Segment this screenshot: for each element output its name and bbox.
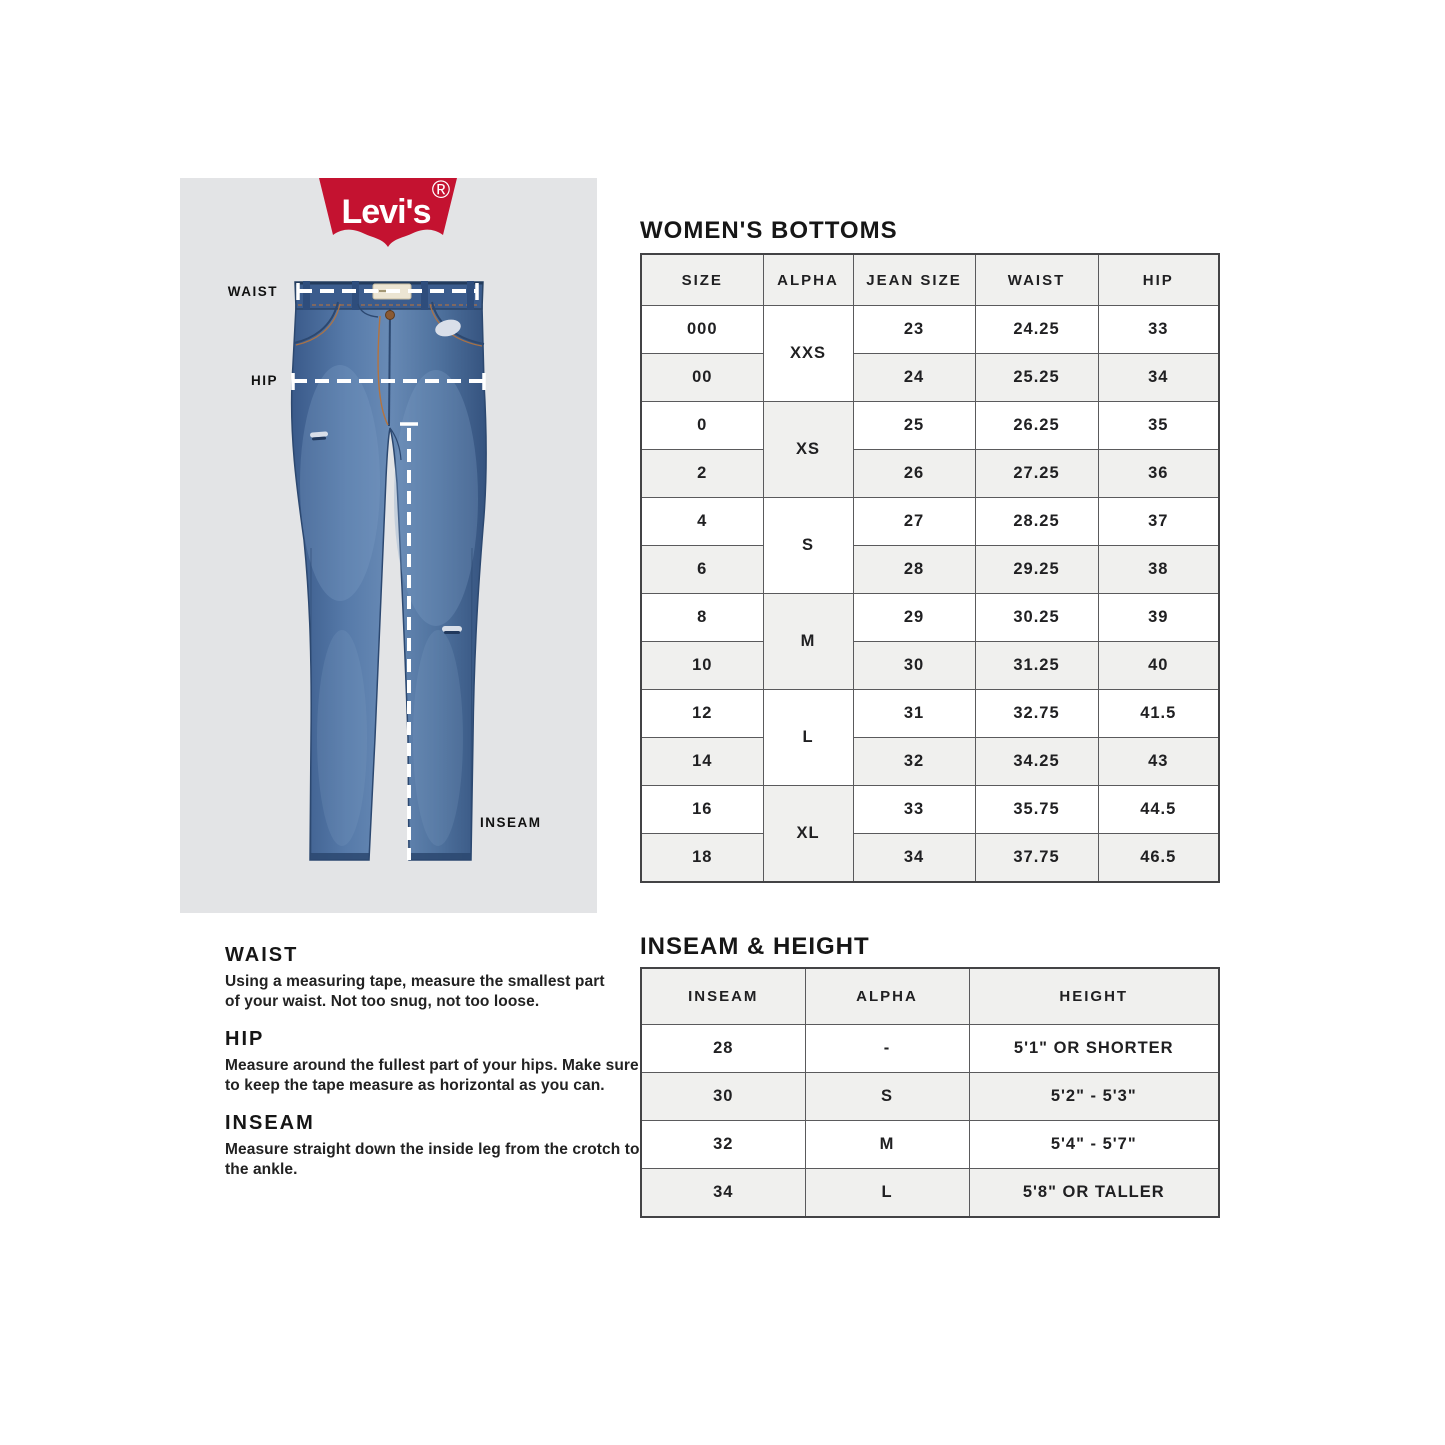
- alpha-cell: M: [805, 1121, 969, 1169]
- jean-size-cell: 25: [853, 402, 975, 450]
- registered-mark: ®: [431, 178, 451, 204]
- size-cell: 10: [641, 642, 763, 690]
- levis-logo: [318, 178, 458, 250]
- table-row: [641, 594, 1219, 642]
- waist-cell: 31.25: [975, 642, 1098, 690]
- size-cell: 18: [641, 834, 763, 883]
- table-row: [641, 642, 1219, 690]
- table-row: [641, 690, 1219, 738]
- jean-size-cell: 27: [853, 498, 975, 546]
- height-cell: 5'2" - 5'3": [969, 1073, 1219, 1121]
- levis-wordmark: Levi's: [341, 193, 431, 231]
- size-cell: 16: [641, 786, 763, 834]
- hip-cell: 37: [1098, 498, 1219, 546]
- size-cell: 00: [641, 354, 763, 402]
- hip-cell: 33: [1098, 306, 1219, 354]
- waist-cell: 27.25: [975, 450, 1098, 498]
- table-header-row: [641, 968, 1219, 1025]
- belt-loop: [467, 281, 474, 310]
- hip-cell: 35: [1098, 402, 1219, 450]
- table-row: [641, 306, 1219, 354]
- belt-loop: [421, 281, 428, 310]
- waist-cell: 32.75: [975, 690, 1098, 738]
- table-row: [641, 1025, 1219, 1073]
- waist-cell: 30.25: [975, 594, 1098, 642]
- jean-size-cell: 28: [853, 546, 975, 594]
- alpha-cell: XS: [763, 402, 853, 498]
- size-cell: 0: [641, 402, 763, 450]
- hip-cell: 39: [1098, 594, 1219, 642]
- inseam-height-table: [640, 967, 1220, 1218]
- waist-definition-text: of your waist. Not too snug, not too loose.: [225, 993, 540, 1010]
- col-header-alpha: ALPHA: [763, 254, 853, 306]
- col-header-hip: HIP: [1098, 254, 1219, 306]
- waist-definition-term: WAIST: [225, 944, 299, 966]
- alpha-cell: XL: [763, 786, 853, 883]
- inseam-cell: 30: [641, 1073, 805, 1121]
- inseam-definition-text: Measure straight down the inside leg from the crotch to: [225, 1141, 640, 1158]
- waist-cell: 34.25: [975, 738, 1098, 786]
- hip-cell: 34: [1098, 354, 1219, 402]
- alpha-cell: L: [805, 1169, 969, 1218]
- waist-cell: 24.25: [975, 306, 1098, 354]
- col-header-jean-size: JEAN SIZE: [853, 254, 975, 306]
- belt-loop: [303, 281, 310, 310]
- hip-cell: 41.5: [1098, 690, 1219, 738]
- size-cell: 6: [641, 546, 763, 594]
- womens-bottoms-size-table: [640, 253, 1220, 883]
- jean-size-cell: 26: [853, 450, 975, 498]
- jean-size-cell: 33: [853, 786, 975, 834]
- inseam-definition-text: the ankle.: [225, 1161, 298, 1178]
- height-cell: 5'4" - 5'7": [969, 1121, 1219, 1169]
- hip-cell: 43: [1098, 738, 1219, 786]
- col-header-size: SIZE: [641, 254, 763, 306]
- table-row: [641, 354, 1219, 402]
- table-row: [641, 834, 1219, 883]
- hip-definition: [225, 1028, 639, 1096]
- inseam-cell: 34: [641, 1169, 805, 1218]
- waist-cell: 35.75: [975, 786, 1098, 834]
- table-row: [641, 450, 1219, 498]
- jean-size-cell: 30: [853, 642, 975, 690]
- waist-cell: 26.25: [975, 402, 1098, 450]
- col-header-height: HEIGHT: [969, 968, 1219, 1025]
- table-row: [641, 498, 1219, 546]
- jean-size-cell: 29: [853, 594, 975, 642]
- waist-cell: 37.75: [975, 834, 1098, 883]
- table-header-row: [641, 254, 1219, 306]
- waist-cell: 29.25: [975, 546, 1098, 594]
- measurement-definitions: [225, 944, 640, 1196]
- inseam-definition-term: INSEAM: [225, 1112, 315, 1134]
- size-cell: 2: [641, 450, 763, 498]
- col-header-inseam: INSEAM: [641, 968, 805, 1025]
- hip-image-label: HIP: [250, 373, 278, 388]
- waist-definition-text: Using a measuring tape, measure the smallest part: [225, 973, 605, 990]
- hip-definition-term: HIP: [225, 1028, 265, 1050]
- waist-cell: 25.25: [975, 354, 1098, 402]
- hip-definition-text: to keep the tape measure as horizontal as you can.: [225, 1077, 605, 1094]
- jean-size-cell: 31: [853, 690, 975, 738]
- jean-size-cell: 24: [853, 354, 975, 402]
- jean-size-cell: 32: [853, 738, 975, 786]
- size-cell: 14: [641, 738, 763, 786]
- size-cell: 000: [641, 306, 763, 354]
- bottoms-table-title: WOMEN'S BOTTOMS: [640, 217, 898, 244]
- alpha-cell: -: [805, 1025, 969, 1073]
- hip-cell: 38: [1098, 546, 1219, 594]
- jeans-button: [386, 311, 395, 320]
- table-row: [641, 546, 1219, 594]
- table-row: [641, 402, 1219, 450]
- table-row: [641, 1121, 1219, 1169]
- alpha-cell: S: [805, 1073, 969, 1121]
- height-cell: 5'1" OR SHORTER: [969, 1025, 1219, 1073]
- alpha-cell: M: [763, 594, 853, 690]
- waist-image-label: WAIST: [227, 284, 278, 299]
- alpha-cell: S: [763, 498, 853, 594]
- table-row: [641, 738, 1219, 786]
- alpha-cell: XXS: [763, 306, 853, 402]
- hip-cell: 44.5: [1098, 786, 1219, 834]
- inseam-table-title: INSEAM & HEIGHT: [640, 933, 870, 960]
- waist-cell: 28.25: [975, 498, 1098, 546]
- height-cell: 5'8" OR TALLER: [969, 1169, 1219, 1218]
- size-cell: 8: [641, 594, 763, 642]
- table-row: [641, 786, 1219, 834]
- size-cell: 4: [641, 498, 763, 546]
- inseam-definition: [225, 1112, 640, 1180]
- hip-definition-text: Measure around the fullest part of your hips. Make sure: [225, 1057, 639, 1074]
- hip-cell: 40: [1098, 642, 1219, 690]
- table-row: [641, 1169, 1219, 1218]
- size-guide-image-panel: [180, 178, 597, 913]
- size-cell: 12: [641, 690, 763, 738]
- jean-size-cell: 23: [853, 306, 975, 354]
- inseam-cell: 32: [641, 1121, 805, 1169]
- col-header-alpha: ALPHA: [805, 968, 969, 1025]
- hip-cell: 46.5: [1098, 834, 1219, 883]
- inseam-cell: 28: [641, 1025, 805, 1073]
- inseam-image-label: INSEAM: [480, 815, 542, 830]
- hip-cell: 36: [1098, 450, 1219, 498]
- table-row: [641, 1073, 1219, 1121]
- alpha-cell: L: [763, 690, 853, 786]
- col-header-waist: WAIST: [975, 254, 1098, 306]
- waist-definition: [225, 944, 625, 1012]
- jean-size-cell: 34: [853, 834, 975, 883]
